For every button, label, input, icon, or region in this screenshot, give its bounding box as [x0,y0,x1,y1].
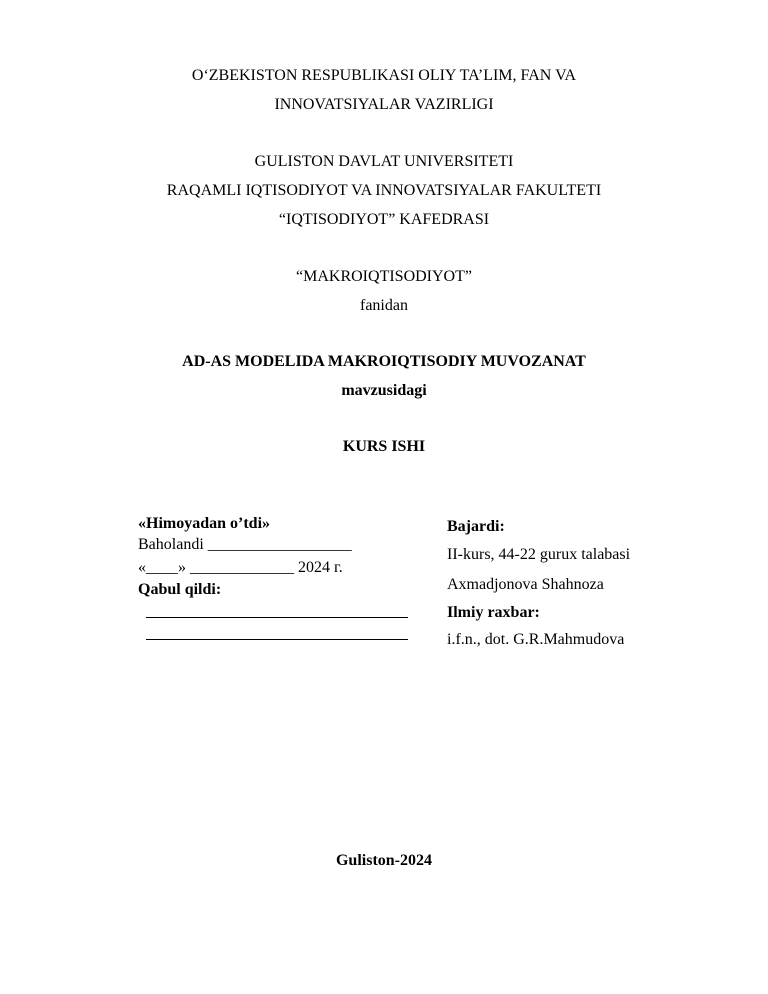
defense-heading: «Himoyadan o’tdi» [138,515,271,532]
author-heading: Bajardi: [447,518,505,535]
signature-line-2 [146,639,408,640]
department-name: “IQTISODIYOT” KAFEDRASI [278,211,490,228]
work-type: KURS ISHI [342,438,426,455]
subject-suffix: fanidan [360,297,408,314]
signature-line-1 [146,617,408,618]
ministry-line-1: O‘ZBEKISTON RESPUBLIKASI OLIY TA’LIM, FAN VA [191,67,577,84]
graded-line: Baholandi __________________ [138,536,352,553]
subject-name: “MAKROIQTISODIYOT” [296,268,472,285]
topic-suffix: mavzusidagi [341,382,427,399]
university-name: GULISTON DAVLAT UNIVERSITETI [254,153,514,170]
accepted-heading: Qabul qildi: [138,581,222,598]
supervisor-heading: Ilmiy raxbar: [447,604,540,621]
faculty-name: RAQAMLI IQTISODIYOT VA INNOVATSIYALAR FAKULTETI [166,182,602,199]
city-year: Guliston-2024 [335,852,432,869]
date-line: «____» _____________ 2024 г. [138,559,343,576]
supervisor-name: i.f.n., dot. G.R.Mahmudova [447,631,625,648]
topic-title: AD-AS MODELIDA MAKROIQTISODIY MUVOZANAT [182,353,586,370]
ministry-line-2: INNOVATSIYALAR VAZIRLIGI [274,96,494,113]
author-group: II-kurs, 44-22 gurux talabasi [447,546,631,563]
author-name: Axmadjonova Shahnoza [447,576,604,593]
